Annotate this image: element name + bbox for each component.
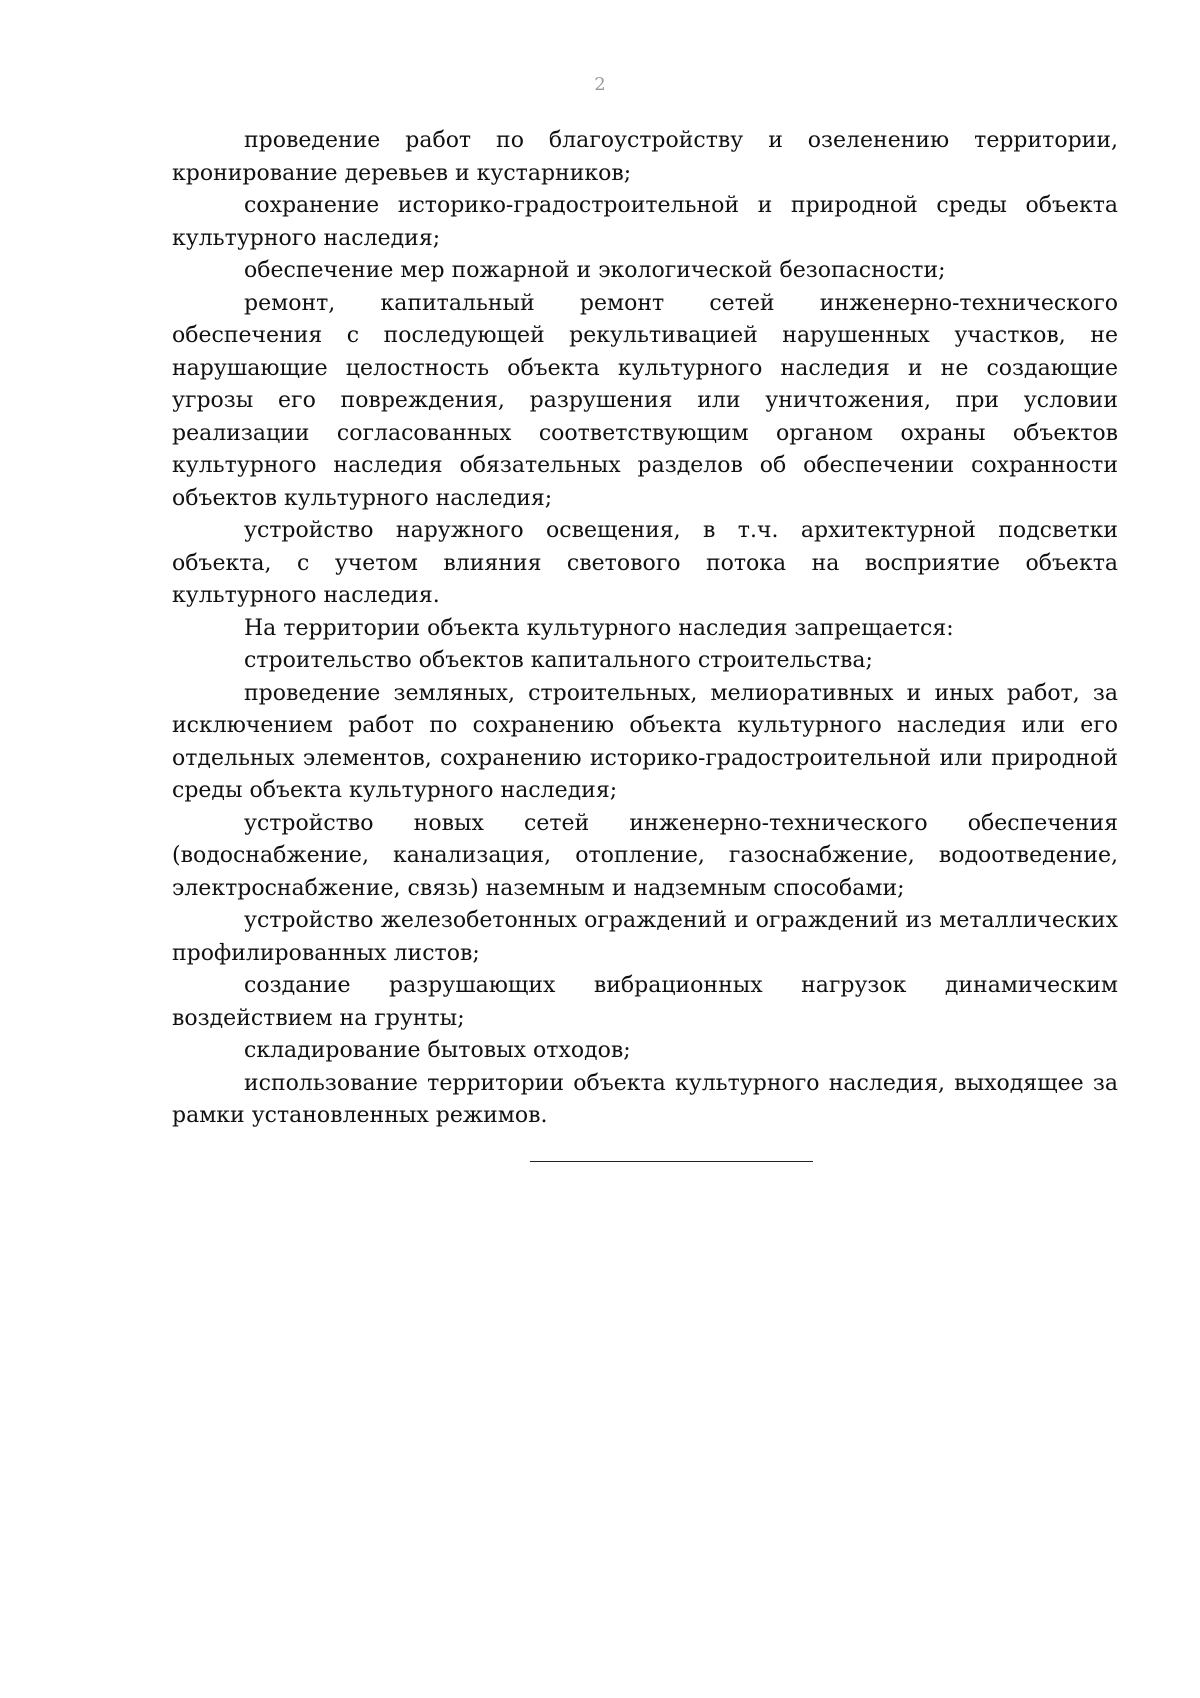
paragraph: устройство железобетонных ограждений и ограждений из металлических профилированных листов; (172, 908, 1118, 966)
paragraph: устройство новых сетей инженерно-технического обеспечения (водоснабжение, канализация, отопление, газоснабжение, водоотведение, электроснабжение, связь) наземным и надземным способами; (172, 810, 1118, 901)
page-number: 2 (594, 74, 606, 95)
paragraph: проведение земляных, строительных, мелиоративных и иных работ, за исключением работ по сохранению объекта культурного наследия или его отдельных элементов, сохранению историко-градостроительной или природной среды объекта культурного наследия; (172, 680, 1118, 803)
paragraph: строительство объектов капитального строительства; (244, 648, 873, 673)
paragraph: сохранение историко-градостроительной и природной среды объекта культурного наследия; (172, 193, 1118, 251)
paragraph: устройство наружного освещения, в т.ч. архитектурной подсветки объекта, с учетом влияния светового потока на восприятие объекта культурного наследия. (172, 518, 1118, 608)
paragraph: складирование бытовых отходов; (244, 1038, 631, 1063)
paragraph: На территории объекта культурного наследия запрещается: (244, 615, 954, 641)
end-of-text-rule (530, 1161, 813, 1162)
paragraph: проведение работ по благоустройству и озеленению территории, кронирование деревьев и кустарников; (172, 128, 1118, 186)
document-body (172, 125, 1118, 1133)
paragraph: обеспечение мер пожарной и экологической безопасности; (244, 258, 946, 283)
paragraph: использование территории объекта культурного наследия, выходящее за рамки установленных режимов. (172, 1070, 1118, 1128)
paragraph: ремонт, капитальный ремонт сетей инженерно-технического обеспечения с последующей рекультивацией нарушенных участков, не нарушающие целостность объекта культурного наследия и не создающие угрозы его повреждения, разрушения или уничтожения, при условии реализации согласованных соответствующим органом охраны объектов культурного наследия обязательных разделов об обеспечении сохранности объектов культурного наследия; (172, 290, 1118, 511)
paragraph: создание разрушающих вибрационных нагрузок динамическим воздействием на грунты; (172, 973, 1118, 1031)
